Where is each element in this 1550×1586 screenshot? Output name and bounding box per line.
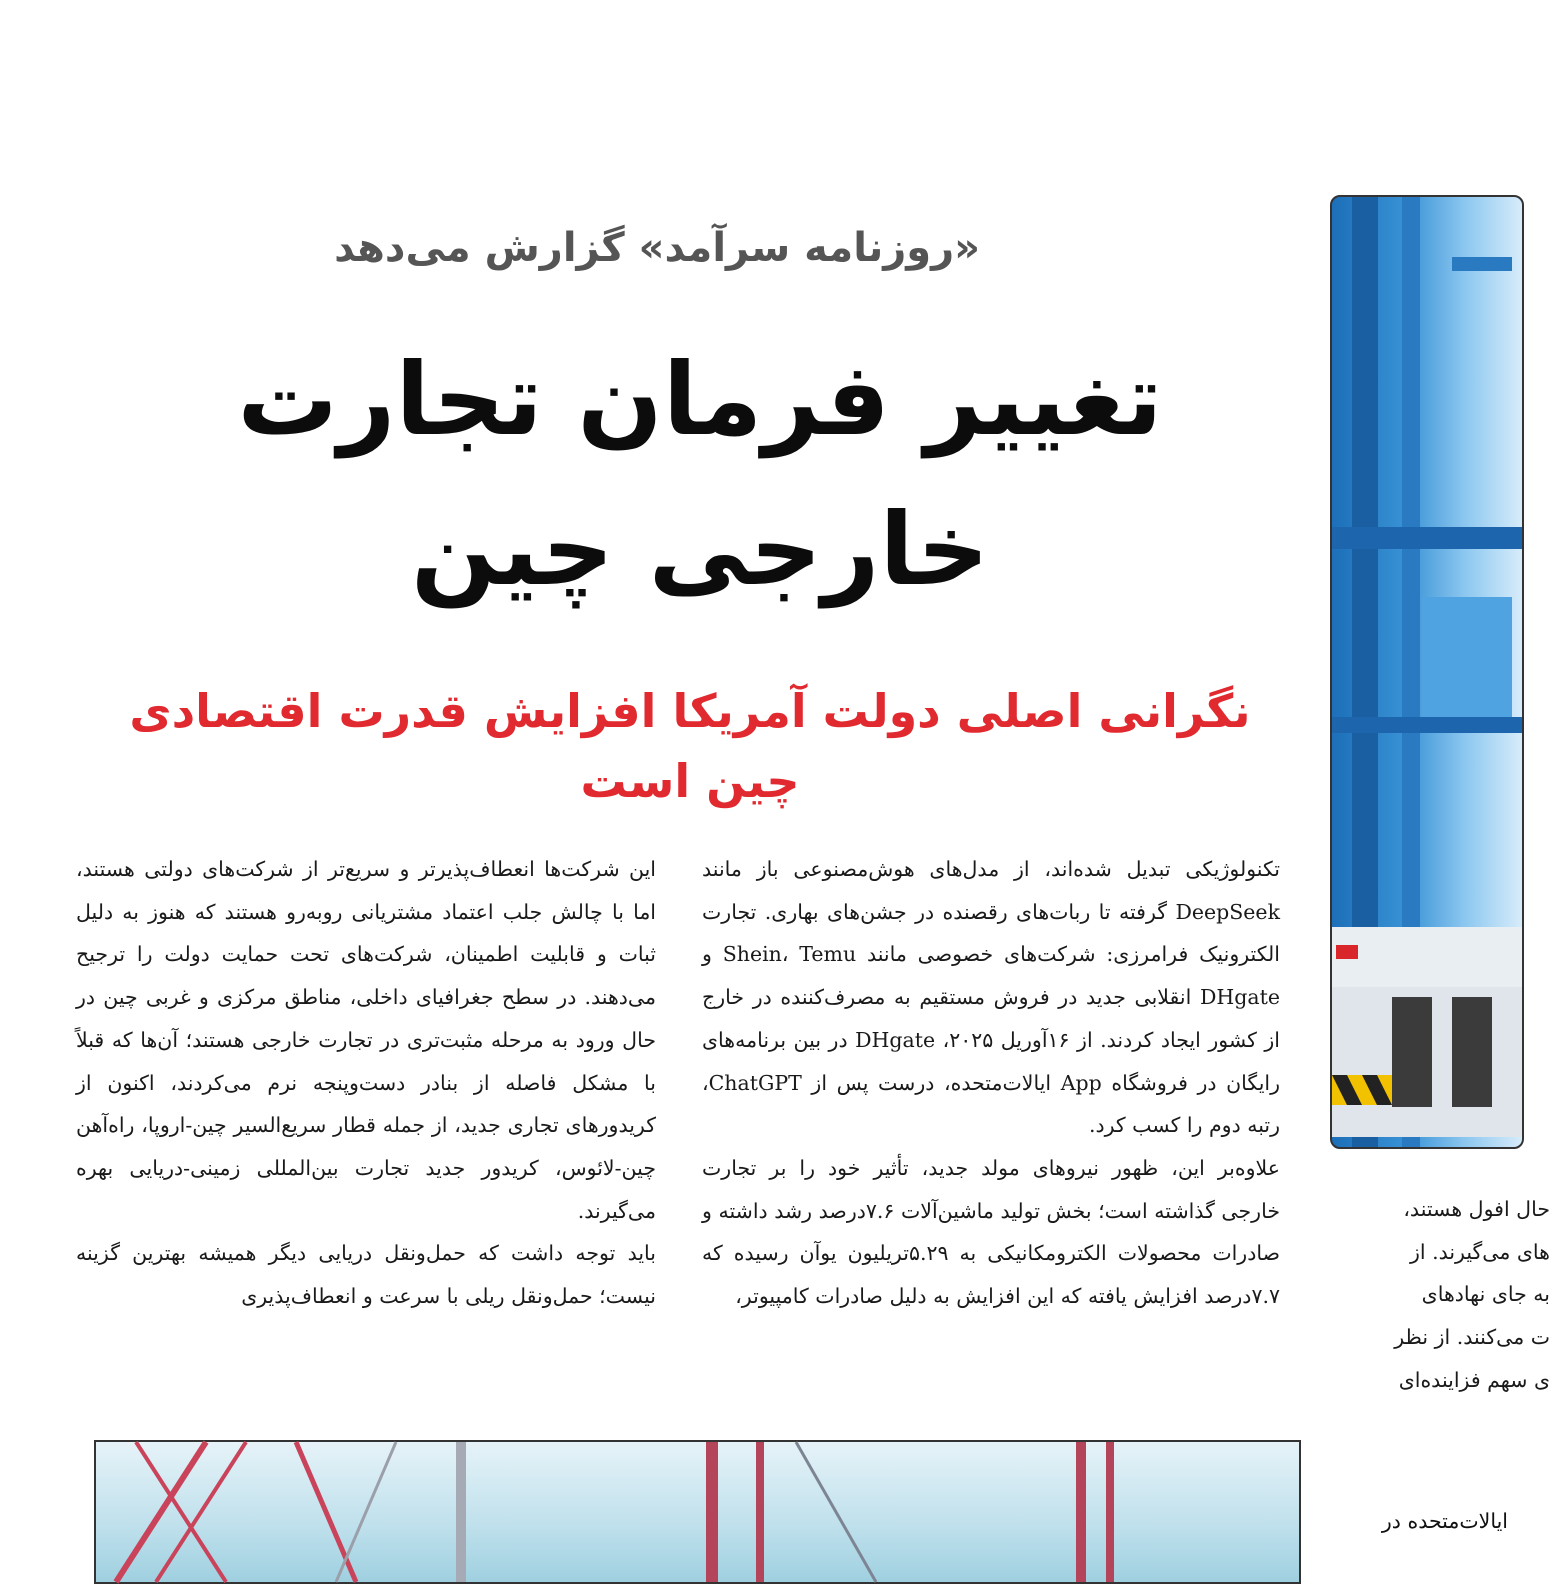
line: حال افول هستند، [1403,1197,1550,1221]
paragraph: علاوه‌بر این، ظهور نیروهای مولد جدید، تأثیر خود را بر تجارت خارجی گذاشته است؛ بخش تولید ماشین‌آلات ۷.۶درصد رشد داشته و صادرات محصولات الکترومکانیکی به ۵.۲۹تریلیون یوآن رسیده که ۷.۷درصد افزایش یافته که این افزایش به دلیل صادرات کامپیوتر، [702,1155,1280,1309]
port-crane-photo [1330,195,1524,1149]
article-column-left [76,848,656,1318]
article-column-right-cut [1330,1188,1550,1402]
paragraph: تکنولوژیکی تبدیل شده‌اند، از مدل‌های هوش‌مصنوعی باز مانند DeepSeek گرفته تا ربات‌های رقصنده در جشن‌های بهاری. تجارت الکترونیک فرامرزی: شرکت‌های خصوصی مانند Shein، Temu و DHgate انقلابی جدید در فروش مستقیم به مصرف‌کننده در خارج از کشور ایجاد کردند. از ۱۶آوریل ۲۰۲۵، DHgate در بین برنامه‌های رایگان در فروشگاه App ایالات‌متحده، درست پس از ChatGPT، رتبه دوم را کسب کرد. [702,857,1280,1138]
article-column-middle [702,848,1280,1318]
line: های می‌گیرند. از [1409,1239,1550,1264]
line: ت می‌کنند. از نظر [1394,1325,1550,1350]
line: ی سهم فزاینده‌ای [1398,1367,1550,1392]
line: به جای نهادهای [1421,1282,1550,1307]
subheadline: نگرانی اصلی دولت آمریکا افزایش قدرت اقتصادی چین است [129,684,1251,808]
cranes-illustration [96,1442,1299,1582]
port-crane-illustration [1332,197,1522,1147]
kicker: «روزنامه سرآمد» گزارش می‌دهد [334,225,980,271]
port-cranes-photo [94,1440,1301,1584]
paragraph: این شرکت‌ها انعطاف‌پذیرتر و سریع‌تر از شرکت‌های دولتی هستند، اما با چالش جلب اعتماد مشتریانی روبه‌رو هستند که هنوز به دلیل ثبات و قابلیت اطمینان، شرکت‌های تحت حمایت دولت را ترجیح می‌دهند. در سطح جغرافیای داخلی، مناطق مرکزی و غربی چین در حال ورود به مرحله مثبت‌تری در تجارت خارجی هستند؛ آن‌ها که قبلاً با مشکل فاصله از بنادر دست‌وپنجه نرم می‌کردند، اکنون از کریدورهای تجاری جدید، از جمله قطار سریع‌السیر چین-اروپا، راه‌آهن چین-لائوس، کریدور جدید تجارت بین‌المللی زمینی-دریایی بهره می‌گیرند. [76,857,656,1223]
paragraph: باید توجه داشت که حمل‌ونقل دریایی دیگر همیشه بهترین گزینه نیست؛ حمل‌ونقل ریلی با سرعت و انعطاف‌پذیری [76,1241,656,1309]
headline: تغییر فرمان تجارت خارجی چین [237,341,1163,608]
article-column-right-bottom-cut: ایالات‌متحده در [1381,1509,1508,1533]
